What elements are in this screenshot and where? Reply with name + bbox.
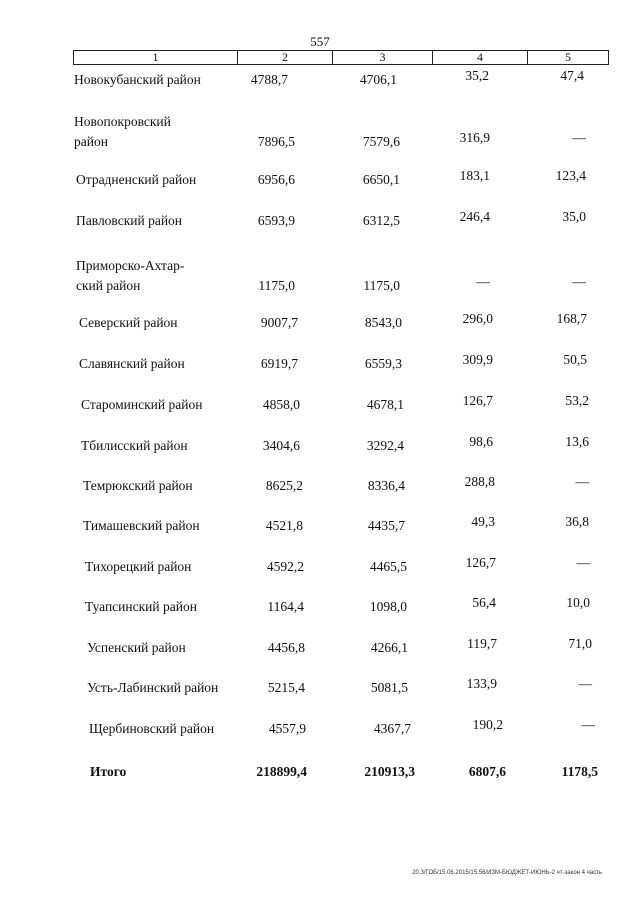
cell-c2: 9007,7 [260,315,298,330]
cell-c4: 35,2 [465,68,489,83]
district-name-line: Славянский район [79,356,185,371]
total-label: Итого [90,764,127,779]
cell-c5: 35,0 [562,209,586,224]
district-name-line: Староминский район [81,397,203,412]
district-name-line: Успенский район [87,640,186,655]
cell-c2: 6593,9 [257,213,295,228]
cell-c4: 56,4 [472,595,496,610]
cell-c2: 4592,2 [266,559,304,574]
cell-c4: 316,9 [459,130,490,145]
cell-c4: 126,7 [465,555,496,570]
cell-c5: 36,8 [565,514,589,529]
district-name-line: Туапсинский район [85,599,197,614]
district-name [85,597,197,617]
cell-c5: 168,7 [556,311,587,326]
cell-c3: 4435,7 [367,518,405,533]
district-name [76,211,182,231]
cell-c3: 8543,0 [364,315,402,330]
cell-c2: 4456,8 [267,640,305,655]
header-col-1: 1 [74,51,238,64]
district-name [74,112,171,152]
cell-c4: 190,2 [472,717,503,732]
cell-c4: 126,7 [462,393,493,408]
district-name-line: Тбилисский район [81,438,188,453]
total-col-4: 6807,6 [468,764,506,779]
footer-stamp: 20.3/ГОБ/15.06.2015/15:56/ИЗМ-БЮДЖЕТ-ИЮНЬ-2 чт-закон 4 часть [412,870,602,876]
header-col-5: 5 [565,50,571,64]
cell-c2: 4858,0 [262,397,300,412]
cell-c2: 1164,4 [267,599,304,614]
cell-c4: 98,6 [469,434,493,449]
cell-c2: 1175,0 [258,278,295,293]
header-col-4: 4 [433,51,528,64]
cell-c5: — [572,130,586,145]
cell-c5: 71,0 [568,636,592,651]
district-name-line: Приморско-Ахтар- [76,258,185,273]
table-header [73,50,609,65]
cell-c4: 309,9 [462,352,493,367]
cell-c4: — [476,274,490,289]
header-col-3: 3 [333,51,433,64]
district-name-line: Щербиновский район [89,721,215,736]
district-name [74,70,201,90]
district-name [85,557,191,577]
district-name-line: Павловский район [76,213,183,228]
district-name-line: Отрадненский район [76,172,197,187]
district-name [81,436,188,456]
district-name [83,516,200,536]
total-col-5: 1178,5 [561,764,598,779]
district-name [79,313,178,333]
cell-c5: 13,6 [565,434,589,449]
district-name [76,256,184,296]
cell-c5: 47,4 [560,68,584,83]
cell-c2: 4557,9 [268,721,306,736]
page-number: 557 [310,34,330,49]
cell-c3: 3292,4 [366,438,404,453]
cell-c5: 50,5 [563,352,587,367]
cell-c3: 4266,1 [370,640,408,655]
cell-c2: 6919,7 [260,356,298,371]
cell-c3: 4678,1 [366,397,404,412]
cell-c3: 5081,5 [370,680,408,695]
cell-c5: — [575,474,589,489]
district-name [76,170,196,190]
cell-c4: 119,7 [467,636,497,651]
cell-c4: 49,3 [471,514,495,529]
district-name-line: Тихорецкий район [85,559,192,574]
cell-c2: 7896,5 [257,134,295,149]
cell-c5: — [576,555,590,570]
district-name-line: Новокубанский район [74,72,201,87]
header-col-2: 2 [238,51,333,64]
district-name [87,678,218,698]
district-name-line: ский район [76,278,141,293]
cell-c4: 183,1 [459,168,490,183]
district-name-line: Новопокровский [74,114,171,129]
cell-c5: 10,0 [566,595,590,610]
cell-c2: 3404,6 [262,438,300,453]
district-name [83,476,193,496]
district-name-line: Тимашевский район [83,518,200,533]
cell-c3: 4706,1 [359,72,397,87]
cell-c3: 6650,1 [362,172,400,187]
cell-c3: 4367,7 [373,721,411,736]
cell-c4: 246,4 [459,209,490,224]
cell-c5: 53,2 [565,393,589,408]
cell-c3: 6312,5 [362,213,400,228]
total-col-3: 210913,3 [364,764,415,779]
cell-c3: 8336,4 [367,478,405,493]
cell-c2: 4788,7 [250,72,288,87]
cell-c5: 123,4 [555,168,586,183]
cell-c2: 4521,8 [265,518,303,533]
cell-c4: 133,9 [466,676,497,691]
district-name-line: Темрюкский район [83,478,193,493]
district-name-line: Усть-Лабинский район [87,680,219,695]
cell-c2: 8625,2 [265,478,303,493]
total-col-2: 218899,4 [256,764,307,779]
district-name [87,638,186,658]
cell-c3: 4465,5 [369,559,407,574]
district-name-line: Северский район [79,315,178,330]
cell-c3: 6559,3 [364,356,402,371]
district-name-line: район [74,134,108,149]
cell-c3: 7579,6 [362,134,400,149]
cell-c5: — [578,676,592,691]
cell-c2: 5215,4 [267,680,305,695]
district-name [79,354,185,374]
cell-c3: 1175,0 [363,278,400,293]
district-name [81,395,202,415]
cell-c4: 296,0 [462,311,493,326]
cell-c2: 6956,6 [257,172,295,187]
district-name [89,719,214,739]
cell-c5: — [572,274,586,289]
cell-c3: 1098,0 [369,599,407,614]
cell-c5: — [581,717,595,732]
cell-c4: 288,8 [464,474,495,489]
